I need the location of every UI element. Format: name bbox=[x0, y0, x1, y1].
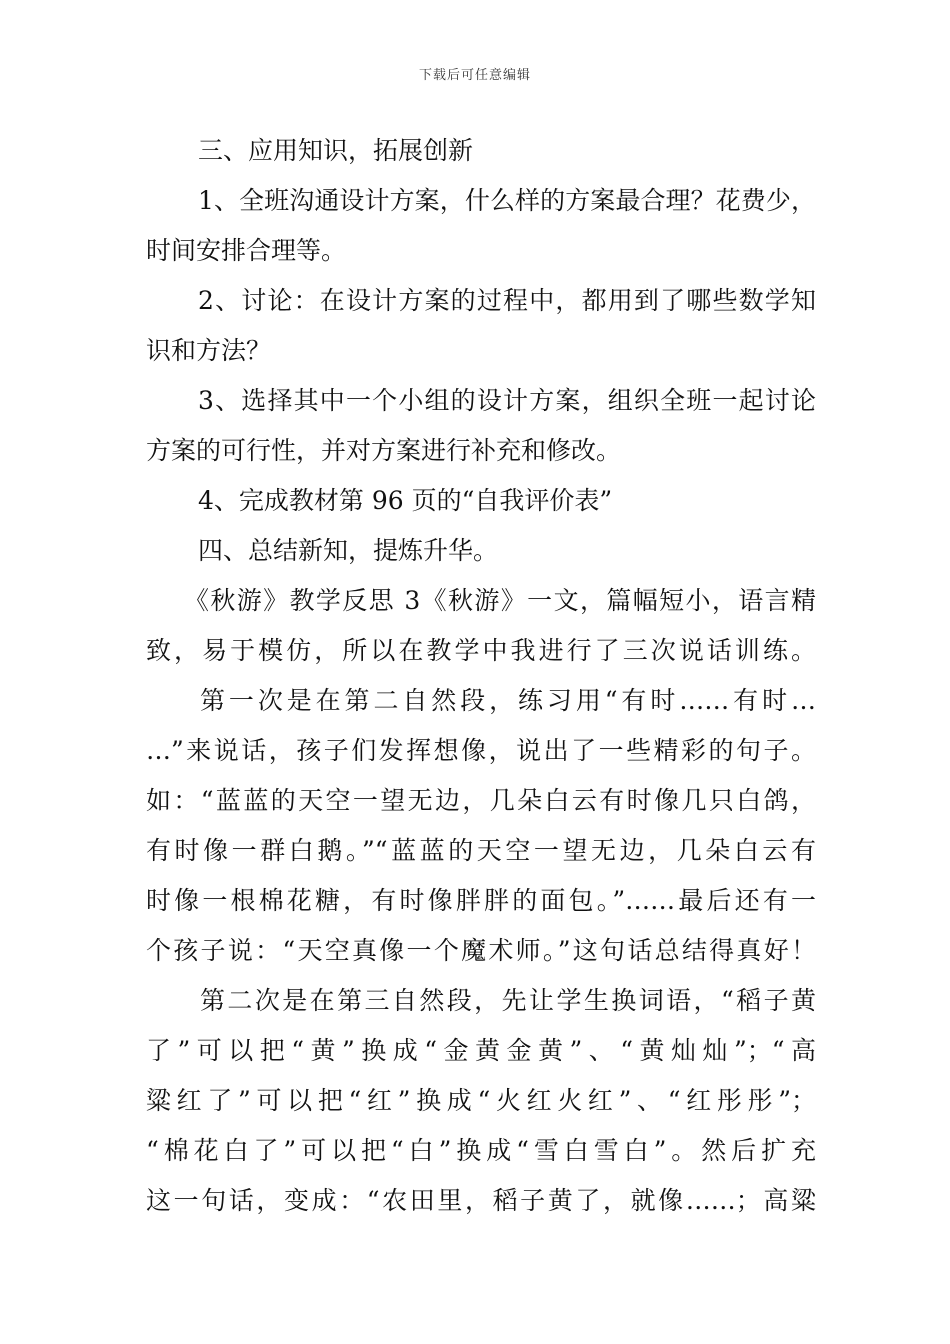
paragraph-line: “棉花白了”可以把“白”换成“雪白雪白”。然后扩充 bbox=[146, 1136, 816, 1165]
section-heading-3: 三、应用知识，拓展创新 bbox=[198, 136, 474, 165]
paragraph-line: …”来说话，孩子们发挥想像，说出了一些精彩的句子。 bbox=[146, 736, 816, 765]
paragraph-line: 1、全班沟通设计方案，什么样的方案最合理？花费少， bbox=[198, 186, 816, 215]
paragraph-line: 粱红了”可以把“红”换成“火红火红”、“红彤彤”； bbox=[146, 1086, 816, 1115]
paragraph-line: 时间安排合理等。 bbox=[146, 236, 347, 265]
paragraph-line: 了”可以把“黄”换成“金黄金黄”、“黄灿灿”；“高 bbox=[146, 1036, 816, 1065]
paragraph-line: 个孩子说：“天空真像一个魔术师。”这句话总结得真好！ bbox=[146, 936, 816, 965]
paragraph-line: 这一句话，变成：“农田里，稻子黄了，就像……；高粱 bbox=[146, 1186, 816, 1215]
page-header: 下载后可任意编辑 bbox=[418, 68, 531, 83]
paragraph-line: 时像一根棉花糖，有时像胖胖的面包。”……最后还有一 bbox=[146, 886, 816, 915]
paragraph-line: 如：“蓝蓝的天空一望无边，几朵白云有时像几只白鸽， bbox=[146, 786, 816, 815]
paragraph-line: 2、讨论：在设计方案的过程中，都用到了哪些数学知 bbox=[198, 286, 816, 315]
paragraph-line: 有时像一群白鹅。”“蓝蓝的天空一望无边，几朵白云有 bbox=[146, 836, 816, 865]
paragraph-line: 第二次是在第三自然段，先让学生换词语，“稻子黄 bbox=[200, 986, 816, 1015]
paragraph-line: 致，易于模仿，所以在教学中我进行了三次说话训练。 bbox=[146, 636, 816, 665]
document-body bbox=[146, 126, 816, 1226]
paragraph-line: 3、选择其中一个小组的设计方案，组织全班一起讨论 bbox=[198, 386, 816, 415]
paragraph-line: 第一次是在第二自然段，练习用“有时……有时… bbox=[200, 686, 816, 715]
paragraph-line: 4、完成教材第 96 页的“自我评价表” bbox=[198, 486, 613, 515]
section-heading-4: 四、总结新知，提炼升华。 bbox=[198, 536, 499, 565]
paragraph-line: 《秋游》教学反思 3《秋游》一文，篇幅短小，语言精 bbox=[184, 586, 816, 615]
paragraph-line: 识和方法？ bbox=[146, 336, 272, 365]
paragraph-line: 方案的可行性，并对方案进行补充和修改。 bbox=[146, 436, 622, 465]
